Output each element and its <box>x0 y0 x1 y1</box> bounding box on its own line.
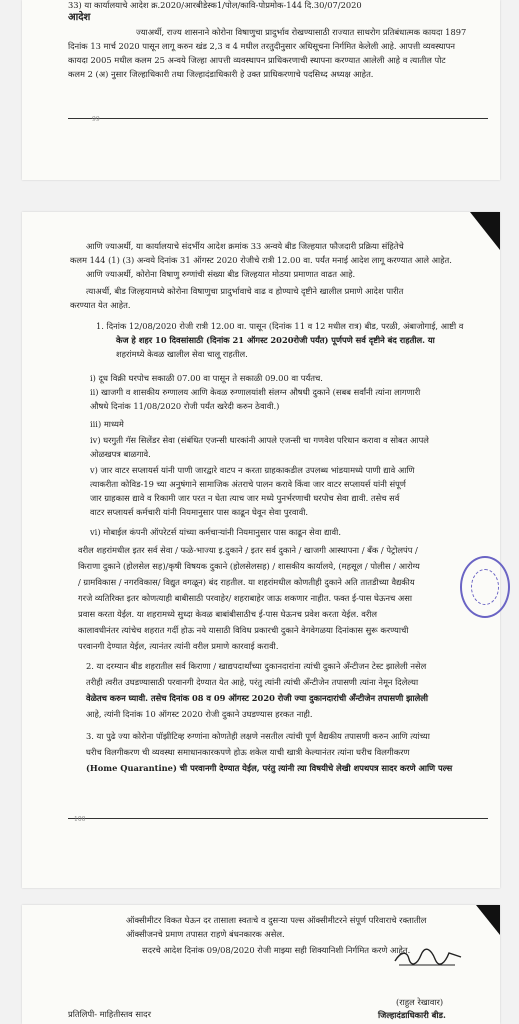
document-page-2 <box>22 212 500 888</box>
page3-line-3: सदरचे आदेश दिनांक 09/08/2020 रोजी माझ्या सही शिक्यानिशी निर्गमित करणे आहेत. <box>142 945 411 955</box>
page2-line-29: वेळेतच करुन घ्यावी. तसेच दिनांक 08 व 09 ऑगस्ट 2020 रोजी ज्या दुकानदारांची अँन्टीजेन तपासणी झालेली <box>86 693 429 703</box>
page2-line-31: 3. या पुढे ज्या कोरोना पॉझीटिव्ह रुग्णांना कोणतेही लक्षणे नसतील त्यांची पूर्ण वैद्यकीय तपासणी करुन आणि त्यांच्या <box>86 731 430 741</box>
page2-line-10: ii) खाजगी व शासकीय रुग्णालय आणि केवळ रुग्णालयांशी संलग्न औषधी दुकाने (सबब सर्वांनी त्यांना लागणारी <box>90 387 421 397</box>
order-heading: आदेश <box>68 12 91 23</box>
page2-line-22: / ग्रामविकास / नगरविकास/ विद्युत वगळून) बंद राहतील. या शहरांमधील कोणतीही दुकाने अति तातडीच्या वैद्यकीय <box>78 577 415 587</box>
page2-line-17: जार ग्राहकास द्यावे व रिकामी जार परत न घेता त्याच जार मध्ये पुनर्भरणाची घरपोच सेवा द्यावी. तसेच सर्व <box>90 493 400 503</box>
page2-line-30: आहे, त्यांनी दिनांक 10 ऑगस्ट 2020 रोजी दुकाने उघडण्यास हरकत नाही. <box>86 709 313 719</box>
page2-line-19: vi) मोबाईल कंपनी ऑपरेटर्स यांच्या कर्मचाऱ्यांनी नियमानुसार पास काढून सेवा द्यावी. <box>90 527 341 537</box>
page1-line-3: कायदा 2005 मधील कलम 25 अन्वये जिल्हा आपत्ती व्यवस्थापन प्राधिकरणाची स्थापना करण्यात आलेली आहे व त्यातील पोट <box>68 55 446 65</box>
page2-line-2: कलम 144 (1) (3) अन्वये दिनांक 31 ऑगस्ट 2020 रोजीचे रात्री 12.00 वा. पर्यंत मनाई आदेश लागू करण्यात आले आहेत. <box>70 255 452 265</box>
page1-line-2: दिनांक 13 मार्च 2020 पासून लागू करुन खंड 2,3 व 4 मधील तरतुदीनुसार अधिसूचना निर्गमित केलेली आहे. आपत्ती व्यवस्थापन <box>68 41 455 51</box>
page2-line-14: ओळखपत्र बाळगावे. <box>90 449 151 459</box>
page2-line-1: आणि ज्याअर्थी, या कार्यालयाचे संदर्भीय आदेश क्रमांक 33 अन्वये बीड जिल्हयात फौजदारी प्रक्रिया संहितेचे <box>86 241 404 251</box>
page2-line-23: गरजे व्यतिरिक्त इतर कोणत्याही बाबीसाठी परवाहेर/ शहराबाहेर जाऊ शकणार नाहीत. फक्त ई-पास घेऊनच असा <box>78 593 412 603</box>
page-corner-shadow <box>470 212 500 250</box>
page3-line-1: ऑक्सीमीटर विकत घेऊन दर तासाला स्वतःचे व दुसऱ्या पल्स ऑक्सीमीटरने संपूर्ण परिवाराचे रक्तातील <box>126 915 427 925</box>
page2-line-3: आणि ज्याअर्थी, कोरोना विषाणु रुग्णांची संख्या बीड जिल्हयात मोठया प्रमाणात वाढत आहे. <box>86 269 356 279</box>
page2-line-15: v) जार वाटर सप्लायर्स यांनी पाणी जारद्वारे वाटप न करता ग्राहकाकडील उपलब्ध भांडयामध्ये पाणी द्यावे आणि <box>90 465 415 475</box>
page1-bottom-rule <box>68 118 488 119</box>
page2-line-7: केज हे शहर 10 दिवसांसाठी (दिनांक 21 ऑगस्ट 2020रोजी पर्यंत) पूर्णपणे सर्व दृष्टीने बंद राहतील. या <box>116 335 435 345</box>
page2-line-25: कालावधीनंतर त्यांचेच शहरात गर्दी होऊ नये यासाठी विविध प्रकारची दुकाने वेगवेगळया दिनांकास सुरू करण्याची <box>78 625 409 635</box>
page1-number: 99 <box>92 116 100 123</box>
copy-to-label: प्रतिलिपी- माहितीस्तव सादर <box>68 1009 151 1019</box>
page3-line-2: ऑक्सीजनचे प्रमाण तपासत राहणे बंधनकारक असेल. <box>126 929 285 939</box>
page2-line-26: परवानगी देण्यात येईल, त्यानंतर त्यांनी वरील प्रमाणे कारवाई करावी. <box>78 641 279 651</box>
page2-line-32: घरीच विलगीकरण ची व्यवस्था समाधानकारकपणे होऊ शकेल याची खात्री केल्यानंतर त्यांना घरीच विलगीकरण <box>86 747 410 757</box>
page1-line-4: कलम 2 (अ) नुसार जिल्हाधिकारी तथा जिल्हादंडाधिकारी हे उक्त प्राधिकरणाचे पदसिध्द अध्यक्ष आहेत. <box>68 69 374 79</box>
page2-line-21: किराणा दुकाने (होलसेल सह)/कृषी विषयक दुकाने (होलसेलसह) / शासकीय कार्यालये, (महसूल / पोलीस / आरोग्य <box>78 561 420 571</box>
page2-number: 100 <box>74 816 86 823</box>
office-seal-stamp <box>460 556 510 618</box>
page2-line-12: iii) माध्यमे <box>90 419 124 429</box>
page2-line-9: i) दूध विक्री घरपोच सकाळी 07.00 वा पासून ते सकाळी 09.00 वा पर्यंतच. <box>90 373 323 383</box>
signer-title: जिल्हादंडाधिकारी बीड. <box>378 1010 446 1020</box>
page2-line-11: औषधे दिनांक 11/08/2020 रोजी पर्यंत खरेदी करुन ठेवावी.) <box>90 401 280 411</box>
document-page-1 <box>22 0 500 180</box>
page2-line-5: करण्यात येत आहेत. <box>70 300 131 310</box>
order-reference: 33) या कार्यालयाचे आदेश क्र.2020/आरबीडेस्क1/पोल/कावि-पोप्रमोक-144 दि.30/07/2020 <box>68 0 362 10</box>
seal-emblem-icon <box>471 569 499 605</box>
page3-corner-shadow <box>476 905 500 935</box>
page2-bottom-rule <box>68 818 488 819</box>
page2-line-27: 2. या दरम्यान बीड शहरातील सर्व किराणा / खाद्यपदार्थांच्या दुकानदारांना त्यांची दुकाने अँन्टीजन टेस्ट झालेली नसेल <box>86 661 427 671</box>
page2-line-6: 1. दिनांक 12/08/2020 रोजी रात्री 12.00 वा. पासून (दिनांक 11 व 12 मधील रात्र) बीड, परळी, अंबाजोगाई, आष्टी व <box>96 321 464 331</box>
signer-name: (राहुल रेखावार) <box>396 997 444 1007</box>
page2-line-33: (Home Quarantine) ची परवानगी देण्यात येईल, परंतु त्यांनी त्या विषयीचे लेखी शपथपत्र सादर करणे आणि पल्स <box>86 763 453 773</box>
page2-line-18: वाटर सप्लायर्स कर्मचारी यांनी नियमानुसार पास काढून घेवून सेवा पुरवावी. <box>90 507 309 517</box>
page2-line-20: वरील शहरांमधील इतर सर्व सेवा / फळे-भाज्या इ.दुकाने / इतर सर्व दुकाने / खाजगी आस्थापना / बँक / पेट्रोलपंप / <box>78 545 418 555</box>
handwritten-signature <box>391 947 471 969</box>
page2-line-28: तरीही त्वरीत उघडण्यासाठी परवानगी देण्यात येत आहे, परंतु त्यांनी त्यांची अँन्टीजेन तपासणी त्यांना नेमून दिलेल्या <box>86 677 419 687</box>
page2-line-4: त्याअर्थी, बीड जिल्हयामध्ये कोरोना विषाणुचा प्रादुर्भावाचे वाढ व होण्याचे दृष्टीने खालील प्रमाणे आदेश पारीत <box>86 286 404 296</box>
page2-line-16: त्याकरीता कोविड-19 च्या अनुषंगाने सामाजिक अंतराचे पालन करावे किंवा जार वाटर सप्लायर्स यांनी संपूर्ण <box>90 479 406 489</box>
page2-line-8: शहरांमध्ये केवळ खालील सेवा चालू राहतील. <box>116 349 248 359</box>
page1-line-1: ज्याअर्थी, राज्य शासनाने कोरोना विषाणुचा प्रादुर्भाव रोखण्यासाठी राज्यात साथरोग प्रतिबंधात्मक कायदा 1897 <box>136 27 467 37</box>
page2-line-13: iv) घरगुती गॅस सिलेंडर सेवा (संबंधित एजन्सी धारकांनी आपले एजन्सी चा गणवेश परिधान करावा व सोबत आपले <box>90 435 429 445</box>
page2-line-24: प्रवास करता येईल. या शहरामध्ये सुध्दा केवळ बाबांबीसाठीच ई-पास घेऊनच प्रवेश करता येईल. वरील <box>78 609 378 619</box>
